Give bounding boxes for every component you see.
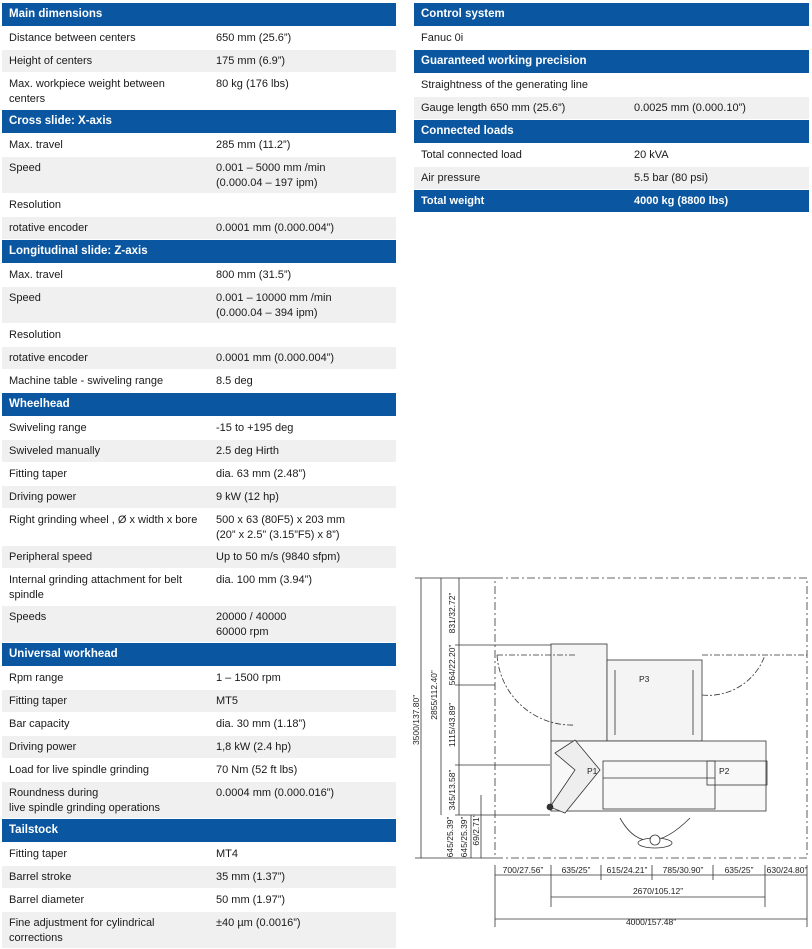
spec-value: Up to 50 m/s (9840 sfpm) [216, 551, 341, 563]
spec-label: Bar capacity [9, 718, 70, 730]
spec-value: 285 mm (11.2”) [216, 139, 291, 151]
spec-row [2, 509, 396, 545]
spec-value: 0.0001 mm (0.000.004”) [216, 222, 335, 234]
spec-row [414, 74, 809, 96]
wheelhead-housing [551, 644, 607, 741]
bottom-dimension-label: 635/25” [561, 865, 591, 875]
overall-dimension-label: 2670/105.12” [632, 886, 684, 896]
spec-value: 0.001 – 10000 mm /min (0.000.04 – 394 ipm) [216, 292, 332, 319]
spec-label: Height of centers [9, 55, 93, 67]
total-weight-label: Total weight [421, 195, 485, 207]
spec-value: 0.001 – 5000 mm /min (0.000.04 – 197 ipm) [216, 162, 326, 189]
spec-label: Fitting taper [9, 468, 68, 480]
spec-label: Fitting taper [9, 695, 68, 707]
footprint-svg [411, 575, 812, 928]
spec-row [2, 27, 396, 49]
right-spec-column [414, 3, 809, 213]
spec-label: Fine adjustment for cylindrical corrections [9, 917, 155, 944]
spec-row [414, 144, 809, 166]
vertical-dimension-label: 645/25.39” [459, 816, 469, 858]
spec-row [414, 167, 809, 189]
spec-label: Swiveling range [9, 422, 87, 434]
spec-label: rotative encoder [9, 352, 88, 364]
total-weight-value: 4000 kg (8800 lbs) [634, 195, 729, 207]
spec-row [2, 264, 396, 286]
total-weight-row [414, 190, 809, 212]
spec-value [209, 194, 396, 216]
spec-row [2, 889, 396, 911]
spec-label: Driving power [9, 491, 77, 503]
spec-value: 20 kVA [634, 149, 669, 161]
spec-label: Peripheral speed [9, 551, 93, 563]
spec-row [2, 194, 396, 216]
vertical-dimension-label: 564/22.20” [447, 644, 457, 686]
spec-row [2, 606, 396, 642]
spec-row [2, 287, 396, 323]
spec-label: Distance between centers [9, 32, 136, 44]
spec-value: 1,8 kW (2.4 hp) [216, 741, 292, 753]
section-header-cross-slide-x-axis: Cross slide: X-axis [2, 110, 396, 133]
vertical-dimension-label: 3500/137.80” [411, 694, 421, 746]
electrical-cabinet [607, 660, 702, 741]
marker-label: P2 [719, 766, 730, 776]
spec-value: dia. 30 mm (1.18”) [216, 718, 306, 730]
spec-label: Barrel stroke [9, 871, 72, 883]
spec-value: 1 – 1500 rpm [216, 672, 281, 684]
section-header-universal-workhead: Universal workhead [2, 643, 396, 666]
spec-value: MT4 [216, 848, 238, 860]
spec-value: 8.5 deg [216, 375, 253, 387]
spec-row [2, 134, 396, 156]
spec-value: ±40 µm (0.0016”) [216, 917, 301, 929]
spec-value: 2.5 deg Hirth [216, 445, 279, 457]
spec-label: Load for live spindle grinding [9, 764, 150, 776]
spec-value: MT5 [216, 695, 238, 707]
spec-value: 9 kW (12 hp) [216, 491, 279, 503]
spec-value [627, 27, 809, 49]
spec-row [2, 667, 396, 689]
spec-value: 5.5 bar (80 psi) [634, 172, 708, 184]
spec-label: rotative encoder [9, 222, 88, 234]
spec-row [2, 486, 396, 508]
spec-value: 80 kg (176 lbs) [216, 78, 289, 90]
spec-label: Right grinding wheel , Ø x width x bore [9, 514, 198, 526]
spec-label: Max. travel [9, 139, 63, 151]
bottom-dimension-label: 700/27.56” [502, 865, 544, 875]
vertical-dimension-label: 645/25.39” [445, 816, 455, 858]
spec-label: Speed [9, 292, 41, 304]
spec-value: 0.0004 mm (0.000.016”) [216, 787, 335, 799]
spec-label: Internal grinding attachment for belt spindle [9, 574, 183, 601]
spec-label: Max. travel [9, 269, 63, 281]
bottom-dimension-label: 635/25” [724, 865, 754, 875]
spec-row [2, 440, 396, 462]
section-header-wheelhead: Wheelhead [2, 393, 396, 416]
spec-label: Speed [9, 162, 41, 174]
spec-row [2, 463, 396, 485]
marker-label: P3 [639, 674, 650, 684]
spec-row [2, 912, 396, 948]
spec-row [2, 843, 396, 865]
spec-row [2, 347, 396, 369]
section-header-connected-loads: Connected loads [414, 120, 809, 143]
spec-value: dia. 63 mm (2.48”) [216, 468, 306, 480]
spec-value: 0.0001 mm (0.000.004”) [216, 352, 335, 364]
spec-value: 500 x 63 (80F5) x 203 mm (20” x 2.5” (3.15”F5) x 8”) [216, 514, 346, 541]
spec-row [2, 324, 396, 346]
spec-label: Swiveled manually [9, 445, 101, 457]
bottom-dimension-label: 615/24.21” [606, 865, 648, 875]
spec-label: Machine table - swiveling range [9, 375, 164, 387]
spec-row [2, 569, 396, 605]
spec-row [2, 73, 396, 109]
section-header-main-dimensions: Main dimensions [2, 3, 396, 26]
section-header-control-system: Control system [414, 3, 809, 26]
spec-row [2, 759, 396, 781]
spec-label: Rpm range [9, 672, 64, 684]
spec-value: 50 mm (1.97”) [216, 894, 286, 906]
section-header-longitudinal-slide-z-axis: Longitudinal slide: Z-axis [2, 240, 396, 263]
section-header-tailstock: Tailstock [2, 819, 396, 842]
spec-label: Total connected load [421, 149, 522, 161]
spec-label: Max. workpiece weight between centers [9, 78, 165, 105]
spec-row [414, 97, 809, 119]
spec-row [2, 736, 396, 758]
spec-label: Resolution [9, 329, 61, 341]
spec-label: Straightness of the generating line [421, 79, 588, 91]
spec-value: dia. 100 mm (3.94”) [216, 574, 312, 586]
spec-value [627, 74, 809, 96]
vertical-dimension-label: 831/32.72” [447, 592, 457, 634]
spec-label: Air pressure [421, 172, 481, 184]
spec-row [2, 866, 396, 888]
vertical-dimension-label: 345/13.58” [447, 769, 457, 811]
spec-label: Driving power [9, 741, 77, 753]
vertical-dimension-label: 2855/112.40” [429, 670, 439, 720]
spec-row [2, 217, 396, 239]
spec-value: 35 mm (1.37”) [216, 871, 286, 883]
spec-row [2, 50, 396, 72]
spec-row [2, 713, 396, 735]
spec-value: 800 mm (31.5”) [216, 269, 292, 281]
spec-row [2, 417, 396, 439]
left-spec-column [2, 3, 396, 949]
spec-row [2, 370, 396, 392]
vertical-dimension-label: 1115/43.89” [447, 702, 457, 748]
spec-label: Speeds [9, 611, 47, 623]
bottom-dimension-label: 630/24.80” [766, 865, 808, 875]
spec-value: 175 mm (6.9”) [216, 55, 286, 67]
spec-label: Fanuc 0i [421, 32, 464, 44]
spec-value: -15 to +195 deg [216, 422, 294, 434]
vertical-dimension-label: 69/2.71” [471, 814, 481, 846]
spec-value: 20000 / 40000 60000 rpm [216, 611, 287, 638]
bottom-dimension-label: 785/30.90” [662, 865, 704, 875]
spec-row [2, 782, 396, 818]
spec-label: Gauge length 650 mm (25.6”) [421, 102, 566, 114]
overall-dimension-label: 4000/157.48” [625, 917, 677, 927]
spec-label: Barrel diameter [9, 894, 85, 906]
spec-value: 650 mm (25.6”) [216, 32, 292, 44]
spec-row [2, 157, 396, 193]
spec-label: Fitting taper [9, 848, 68, 860]
spec-value [209, 324, 396, 346]
spec-row [2, 546, 396, 568]
spec-label: Roundness during live spindle grinding operations [9, 787, 161, 814]
spec-value: 0.0025 mm (0.000.10”) [634, 102, 746, 114]
spec-row [414, 27, 809, 49]
section-header-guaranteed-working-precision: Guaranteed working precision [414, 50, 809, 73]
spec-row [2, 690, 396, 712]
machine-footprint-drawing [411, 575, 812, 928]
spec-label: Resolution [9, 199, 61, 211]
spec-value: 70 Nm (52 ft lbs) [216, 764, 298, 776]
marker-label: P1 [587, 766, 598, 776]
